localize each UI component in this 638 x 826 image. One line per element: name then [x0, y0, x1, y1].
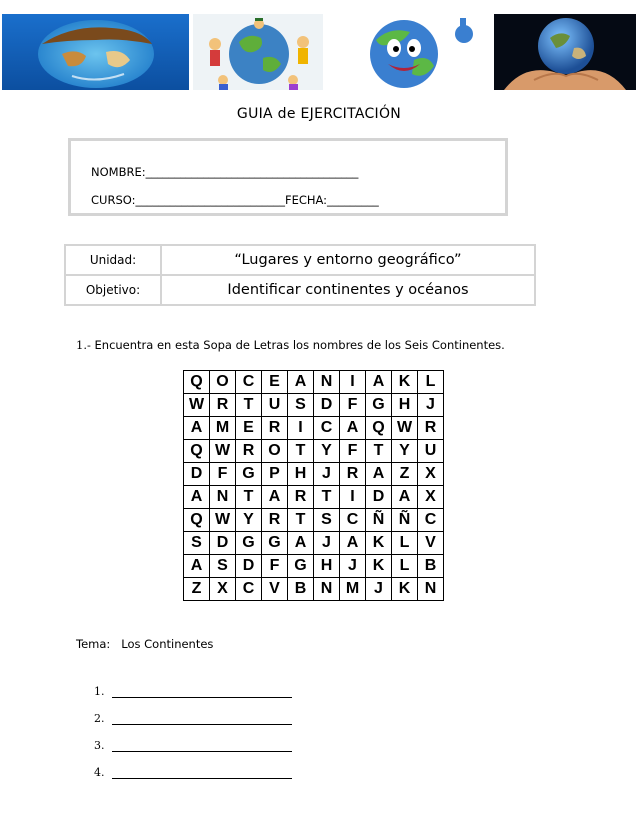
objective-table: [64, 244, 536, 306]
answer-number: 2.: [94, 712, 105, 725]
grid-row: [184, 417, 444, 440]
answer-blank[interactable]: [112, 724, 292, 725]
grid-cell[interactable]: T: [288, 440, 314, 463]
grid-cell[interactable]: G: [236, 532, 262, 555]
earth-with-children-image: [193, 14, 323, 90]
grid-cell[interactable]: K: [392, 578, 418, 601]
instruction-number: 1.-: [76, 338, 91, 352]
grid-cell[interactable]: K: [366, 532, 392, 555]
word-search-grid[interactable]: [183, 370, 444, 601]
grid-cell[interactable]: A: [340, 417, 366, 440]
grid-cell[interactable]: R: [210, 394, 236, 417]
grid-cell[interactable]: Q: [184, 371, 210, 394]
grid-cell[interactable]: C: [340, 509, 366, 532]
grid-cell[interactable]: R: [262, 509, 288, 532]
grid-cell[interactable]: X: [418, 463, 444, 486]
grid-cell[interactable]: W: [210, 440, 236, 463]
grid-cell[interactable]: A: [366, 463, 392, 486]
grid-cell[interactable]: M: [340, 578, 366, 601]
grid-row: [184, 578, 444, 601]
grid-cell[interactable]: T: [314, 486, 340, 509]
grid-cell[interactable]: W: [184, 394, 210, 417]
grid-cell[interactable]: L: [392, 532, 418, 555]
grid-cell[interactable]: F: [340, 440, 366, 463]
grid-cell[interactable]: B: [288, 578, 314, 601]
unidad-row: [65, 245, 535, 275]
unidad-value: “Lugares y entorno geográfico”: [161, 245, 535, 275]
grid-cell[interactable]: H: [314, 555, 340, 578]
grid-cell[interactable]: N: [210, 486, 236, 509]
grid-row: [184, 371, 444, 394]
grid-row: [184, 440, 444, 463]
grid-cell[interactable]: J: [314, 463, 340, 486]
tema-value: Los Continentes: [121, 637, 214, 651]
grid-cell[interactable]: O: [262, 440, 288, 463]
grid-cell[interactable]: V: [262, 578, 288, 601]
grid-cell[interactable]: I: [288, 417, 314, 440]
grid-cell[interactable]: R: [340, 463, 366, 486]
grid-cell[interactable]: K: [392, 371, 418, 394]
grid-row: [184, 463, 444, 486]
grid-cell[interactable]: D: [184, 463, 210, 486]
grid-cell[interactable]: Q: [366, 417, 392, 440]
grid-cell[interactable]: W: [392, 417, 418, 440]
grid-cell[interactable]: F: [210, 463, 236, 486]
grid-cell[interactable]: Q: [184, 509, 210, 532]
tema-line: [76, 637, 213, 651]
grid-cell[interactable]: C: [314, 417, 340, 440]
grid-cell[interactable]: Z: [392, 463, 418, 486]
grid-cell[interactable]: S: [184, 532, 210, 555]
grid-cell[interactable]: I: [340, 371, 366, 394]
grid-cell[interactable]: A: [288, 532, 314, 555]
grid-cell[interactable]: D: [366, 486, 392, 509]
grid-row: [184, 509, 444, 532]
grid-cell[interactable]: U: [262, 394, 288, 417]
answer-line-1[interactable]: [94, 685, 105, 698]
grid-cell[interactable]: A: [184, 486, 210, 509]
answer-line-4[interactable]: [94, 766, 105, 779]
answer-number: 1.: [94, 685, 105, 698]
grid-cell[interactable]: Q: [184, 440, 210, 463]
grid-cell[interactable]: C: [236, 371, 262, 394]
curso-fecha-field[interactable]: CURSO:__________________________FECHA:_________: [91, 193, 379, 207]
grid-cell[interactable]: T: [236, 486, 262, 509]
grid-cell[interactable]: E: [236, 417, 262, 440]
grid-cell[interactable]: O: [210, 371, 236, 394]
answer-number: 4.: [94, 766, 105, 779]
grid-cell[interactable]: S: [210, 555, 236, 578]
grid-cell[interactable]: R: [288, 486, 314, 509]
earth-in-hands-image: [494, 14, 636, 90]
grid-cell[interactable]: A: [340, 532, 366, 555]
grid-cell[interactable]: I: [340, 486, 366, 509]
grid-cell[interactable]: G: [236, 463, 262, 486]
grid-cell[interactable]: P: [262, 463, 288, 486]
grid-cell[interactable]: F: [262, 555, 288, 578]
grid-cell[interactable]: D: [210, 532, 236, 555]
nombre-field[interactable]: NOMBRE:_____________________________________: [91, 165, 359, 179]
answer-number: 3.: [94, 739, 105, 752]
grid-cell[interactable]: X: [210, 578, 236, 601]
grid-cell[interactable]: Y: [314, 440, 340, 463]
grid-cell[interactable]: R: [262, 417, 288, 440]
grid-cell[interactable]: G: [262, 532, 288, 555]
answer-blank[interactable]: [112, 697, 292, 698]
answer-line-2[interactable]: [94, 712, 105, 725]
grid-cell[interactable]: Ñ: [366, 509, 392, 532]
grid-cell[interactable]: S: [314, 509, 340, 532]
grid-cell[interactable]: J: [314, 532, 340, 555]
grid-cell[interactable]: M: [210, 417, 236, 440]
grid-cell[interactable]: A: [392, 486, 418, 509]
grid-cell[interactable]: X: [418, 486, 444, 509]
grid-cell[interactable]: R: [236, 440, 262, 463]
grid-cell[interactable]: J: [366, 578, 392, 601]
objetivo-label: Objetivo:: [65, 275, 161, 305]
tema-label: Tema:: [76, 637, 111, 651]
grid-cell[interactable]: T: [288, 509, 314, 532]
grid-cell[interactable]: V: [418, 532, 444, 555]
unidad-label: Unidad:: [65, 245, 161, 275]
grid-row: [184, 555, 444, 578]
grid-cell[interactable]: Z: [184, 578, 210, 601]
answer-blank[interactable]: [112, 751, 292, 752]
grid-cell[interactable]: B: [418, 555, 444, 578]
smiling-earth-cartoon-image: [332, 14, 484, 90]
grid-cell[interactable]: A: [184, 555, 210, 578]
grid-cell[interactable]: T: [366, 440, 392, 463]
instruction: [76, 338, 505, 352]
objetivo-row: [65, 275, 535, 305]
grid-cell[interactable]: Y: [392, 440, 418, 463]
grid-cell[interactable]: Ñ: [392, 509, 418, 532]
grid-cell[interactable]: H: [288, 463, 314, 486]
grid-cell[interactable]: G: [288, 555, 314, 578]
grid-cell[interactable]: G: [366, 394, 392, 417]
grid-cell[interactable]: T: [236, 394, 262, 417]
instruction-text: Encuentra en esta Sopa de Letras los nombres de los Seis Continentes.: [94, 338, 505, 352]
grid-cell[interactable]: R: [418, 417, 444, 440]
grid-cell[interactable]: C: [418, 509, 444, 532]
grid-cell[interactable]: A: [366, 371, 392, 394]
grid-cell[interactable]: H: [392, 394, 418, 417]
grid-cell[interactable]: D: [236, 555, 262, 578]
grid-cell[interactable]: A: [262, 486, 288, 509]
grid-cell[interactable]: L: [392, 555, 418, 578]
grid-cell[interactable]: Y: [236, 509, 262, 532]
grid-row: [184, 532, 444, 555]
page-title: GUIA de EJERCITACIÓN: [236, 106, 402, 122]
grid-cell[interactable]: A: [184, 417, 210, 440]
grid-cell[interactable]: N: [418, 578, 444, 601]
grid-cell[interactable]: N: [314, 578, 340, 601]
student-info-box: [68, 138, 508, 216]
grid-cell[interactable]: C: [236, 578, 262, 601]
objetivo-value: Identificar continentes y océanos: [161, 275, 535, 305]
grid-row: [184, 486, 444, 509]
grid-cell[interactable]: U: [418, 440, 444, 463]
grid-cell[interactable]: L: [418, 371, 444, 394]
grid-cell[interactable]: J: [418, 394, 444, 417]
grid-cell[interactable]: K: [366, 555, 392, 578]
answer-line-3[interactable]: [94, 739, 105, 752]
grid-cell[interactable]: E: [262, 371, 288, 394]
grid-cell[interactable]: S: [288, 394, 314, 417]
grid-cell[interactable]: N: [314, 371, 340, 394]
grid-row: [184, 394, 444, 417]
globe-in-water-image: [2, 14, 189, 90]
answer-blank[interactable]: [112, 778, 292, 779]
grid-cell[interactable]: D: [314, 394, 340, 417]
grid-cell[interactable]: A: [288, 371, 314, 394]
grid-cell[interactable]: W: [210, 509, 236, 532]
grid-cell[interactable]: J: [340, 555, 366, 578]
grid-cell[interactable]: F: [340, 394, 366, 417]
